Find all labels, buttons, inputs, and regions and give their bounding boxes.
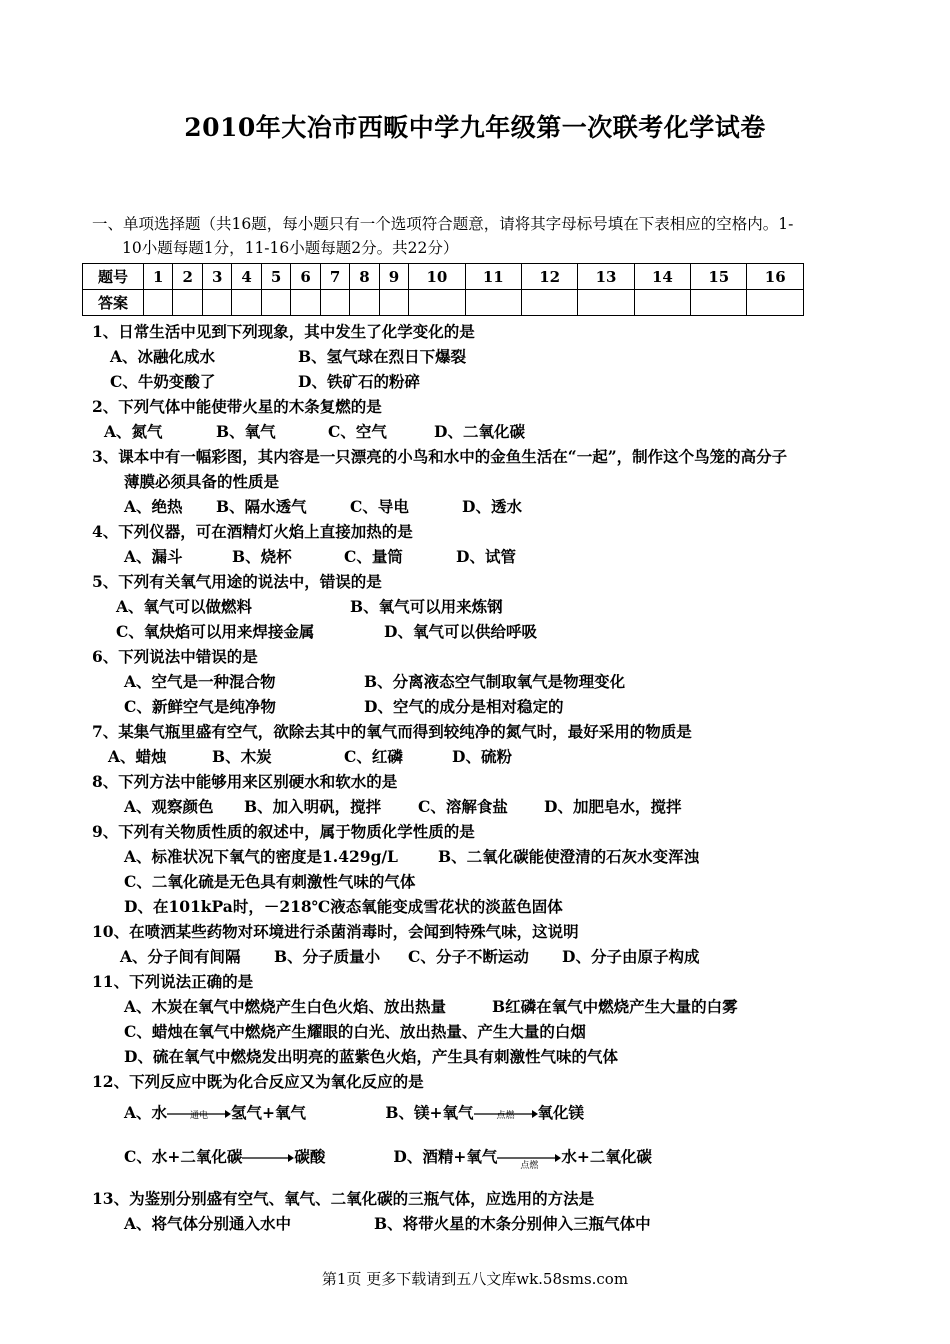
option-d: D、空气的成分是相对稳定的	[364, 697, 564, 716]
answer-cell[interactable]	[747, 290, 804, 316]
answer-table-header-row	[83, 264, 804, 290]
option-row	[92, 594, 892, 619]
option-c: C、分子不断运动	[408, 947, 529, 966]
option-c: C、导电	[350, 497, 409, 516]
section-instructions	[92, 212, 872, 260]
answer-cell[interactable]	[409, 290, 465, 316]
option-b-reactant: B、镁+氧气	[385, 1103, 474, 1122]
reaction-arrow	[497, 1151, 561, 1171]
question-stem: 13、为鉴别分别盛有空气、氧气、二氧化碳的三瓶气体，应选用的方法是	[92, 1189, 595, 1208]
option-d: D、在101kPa时，－218℃液态氧能变成雪花状的淡蓝色固体	[124, 897, 563, 916]
option-d: D、试管	[456, 547, 516, 566]
option-row	[92, 944, 892, 969]
option-a: A、观察颜色	[124, 797, 214, 816]
option-b-product: 氧化镁	[537, 1103, 585, 1122]
option-row	[92, 669, 892, 694]
option-b	[385, 1103, 584, 1122]
option-c: C、蜡烛在氧气中燃烧产生耀眼的白光、放出热量、产生大量的白烟	[124, 1022, 586, 1041]
option-a	[124, 1094, 380, 1132]
question-number: 7	[320, 264, 349, 290]
option-b: B、氢气球在烈日下爆裂	[298, 347, 467, 366]
question-stem-continued: 薄膜必须具备的性质是	[124, 472, 280, 491]
option-c	[124, 1132, 388, 1182]
option-row	[92, 694, 892, 719]
question-stem: 1、日常生活中见到下列现象，其中发生了化学变化的是	[92, 322, 475, 341]
reaction-arrow	[474, 1107, 538, 1121]
option-row	[92, 994, 892, 1019]
option-d: D、二氧化碳	[434, 422, 525, 441]
option-row	[92, 794, 892, 819]
question-stem: 2、下列气体中能使带火星的木条复燃的是	[92, 397, 382, 416]
option-c: C、溶解食盐	[418, 797, 508, 816]
reaction-condition: 点燃	[520, 1161, 539, 1171]
option-a: A、分子间有间隔	[120, 947, 241, 966]
option-d: D、透水	[462, 497, 522, 516]
question-stem: 4、下列仪器，可在酒精灯火焰上直接加热的是	[92, 522, 413, 541]
answer-cell[interactable]	[691, 290, 747, 316]
option-row	[92, 744, 892, 769]
answer-cell[interactable]	[232, 290, 261, 316]
question-number: 9	[379, 264, 408, 290]
option-d	[393, 1147, 652, 1171]
option-d: D、分子由原子构成	[562, 947, 700, 966]
instructions-line-2: 10小题每题1分，11-16小题每题2分。共22分）	[122, 239, 459, 257]
answer-cell[interactable]	[634, 290, 690, 316]
answer-cell[interactable]	[578, 290, 634, 316]
option-row	[92, 544, 892, 569]
arrow-icon	[167, 1107, 231, 1121]
option-b: B、将带火星的木条分别伸入三瓶气体中	[374, 1214, 651, 1233]
question-number: 10	[409, 264, 465, 290]
reaction-condition: 点燃	[496, 1111, 515, 1121]
option-row	[92, 844, 892, 869]
option-row	[92, 1211, 892, 1236]
question-stem: 7、某集气瓶里盛有空气，欲除去其中的氧气而得到较纯净的氮气时，最好采用的物质是	[92, 722, 692, 741]
option-c-product: 碳酸	[294, 1147, 326, 1166]
option-b: B、氧气	[216, 422, 276, 441]
question-number: 8	[350, 264, 379, 290]
reaction-condition: 通电	[190, 1111, 209, 1121]
arrow-icon	[497, 1151, 561, 1165]
option-a-product: 氢气+氧气	[231, 1103, 307, 1122]
option-a: A、空气是一种混合物	[124, 672, 276, 691]
page-footer: 第1页 更多下载请到五八文库wk.58sms.com	[321, 1270, 629, 1288]
question-number: 13	[578, 264, 634, 290]
question-stem: 6、下列说法中错误的是	[92, 647, 258, 666]
instructions-line-1: 一、单项选择题（共16题，每小题只有一个选项符合题意，请将其字母标号填在下表相应的空格内。1-	[92, 215, 794, 233]
option-a: A、将气体分别通入水中	[124, 1214, 292, 1233]
option-d: D、铁矿石的粉碎	[298, 372, 420, 391]
option-c-reactant: C、水+二氧化碳	[124, 1147, 243, 1166]
option-a: A、绝热	[124, 497, 183, 516]
answer-cell[interactable]	[291, 290, 320, 316]
option-c: C、二氧化硫是无色具有刺激性气味的气体	[124, 872, 416, 891]
option-b: B、氧气可以用来炼钢	[350, 597, 503, 616]
option-c: C、量筒	[344, 547, 403, 566]
question-number: 3	[202, 264, 231, 290]
question-number: 6	[291, 264, 320, 290]
question-stem: 9、下列有关物质性质的叙述中，属于物质化学性质的是	[92, 822, 475, 841]
question-stem: 8、下列方法中能够用来区别硬水和软水的是	[92, 772, 398, 791]
option-d-product: 水+二氧化碳	[561, 1147, 652, 1166]
question-number: 11	[465, 264, 521, 290]
question-number: 15	[691, 264, 747, 290]
answer-cell[interactable]	[379, 290, 408, 316]
answer-cell[interactable]	[261, 290, 290, 316]
question-number-label: 题号	[83, 264, 144, 290]
option-d: D、加肥皂水，搅拌	[544, 797, 682, 816]
question-stem: 10、在喷洒某些药物对环境进行杀菌消毒时，会闻到特殊气味，这说明	[92, 922, 579, 941]
option-row	[92, 494, 892, 519]
option-row	[92, 1094, 892, 1132]
option-c: C、氧炔焰可以用来焊接金属	[116, 622, 315, 641]
option-b: B、木炭	[212, 747, 272, 766]
question-number: 1	[144, 264, 173, 290]
answer-table	[82, 263, 804, 316]
option-b: B、分子质量小	[274, 947, 381, 966]
arrow-icon	[242, 1151, 294, 1165]
option-row	[92, 1132, 892, 1182]
option-a: A、氧气可以做燃料	[116, 597, 253, 616]
question-list	[92, 319, 892, 1236]
question-stem: 3、课本中有一幅彩图，其内容是一只漂亮的小鸟和水中的金鱼生活在“一起”，制作这个鸟笼的高分子	[92, 447, 788, 466]
option-a: A、蜡烛	[108, 747, 167, 766]
answer-cell[interactable]	[173, 290, 202, 316]
option-d: D、氧气可以供给呼吸	[384, 622, 537, 641]
option-b: B、加入明矾，搅拌	[244, 797, 382, 816]
answer-cell[interactable]	[144, 290, 173, 316]
option-d-reactant: D、酒精+氧气	[393, 1147, 498, 1166]
option-b: B、隔水透气	[216, 497, 307, 516]
option-a: A、漏斗	[124, 547, 183, 566]
answer-table-answer-row	[83, 290, 804, 316]
option-c: C、红磷	[344, 747, 403, 766]
question-number: 12	[521, 264, 577, 290]
option-b: B、分离液态空气制取氧气是物理变化	[364, 672, 626, 691]
question-stem: 5、下列有关氧气用途的说法中，错误的是	[92, 572, 382, 591]
option-d: D、硫粉	[452, 747, 512, 766]
option-d: D、硫在氧气中燃烧发出明亮的蓝紫色火焰，产生具有刺激性气味的气体	[124, 1047, 618, 1066]
page-title: 2010年大冶市西畈中学九年级第一次联考化学试卷	[184, 113, 766, 142]
answer-cell[interactable]	[465, 290, 521, 316]
question-number: 2	[173, 264, 202, 290]
answer-cell[interactable]	[320, 290, 349, 316]
question-stem: 11、下列说法正确的是	[92, 972, 254, 991]
option-b: B红磷在氧气中燃烧产生大量的白雾	[492, 997, 738, 1016]
option-a: A、标准状况下氧气的密度是1.429g/L	[124, 847, 398, 866]
option-a: A、木炭在氧气中燃烧产生白色火焰、放出热量	[124, 997, 447, 1016]
option-row	[92, 369, 892, 394]
reaction-arrow	[242, 1151, 294, 1165]
option-a-reactant: A、水	[124, 1103, 168, 1122]
option-c: C、空气	[328, 422, 387, 441]
question-number: 5	[261, 264, 290, 290]
answer-cell[interactable]	[202, 290, 231, 316]
question-number: 16	[747, 264, 804, 290]
option-c: C、新鲜空气是纯净物	[124, 697, 276, 716]
question-number: 14	[634, 264, 690, 290]
answer-cell[interactable]	[350, 290, 379, 316]
answer-cell[interactable]	[521, 290, 577, 316]
question-number: 4	[232, 264, 261, 290]
option-c: C、牛奶变酸了	[110, 372, 216, 391]
question-stem: 12、下列反应中既为化合反应又为氧化反应的是	[92, 1072, 424, 1091]
reaction-arrow	[167, 1107, 231, 1121]
option-row	[92, 619, 892, 644]
answer-label: 答案	[83, 290, 144, 316]
option-b: B、烧杯	[232, 547, 292, 566]
arrow-icon	[474, 1107, 538, 1121]
option-row	[92, 419, 892, 444]
option-b: B、二氧化碳能使澄清的石灰水变浑浊	[438, 847, 700, 866]
option-row	[92, 344, 892, 369]
option-a: A、氮气	[104, 422, 163, 441]
option-a: A、冰融化成水	[110, 347, 216, 366]
